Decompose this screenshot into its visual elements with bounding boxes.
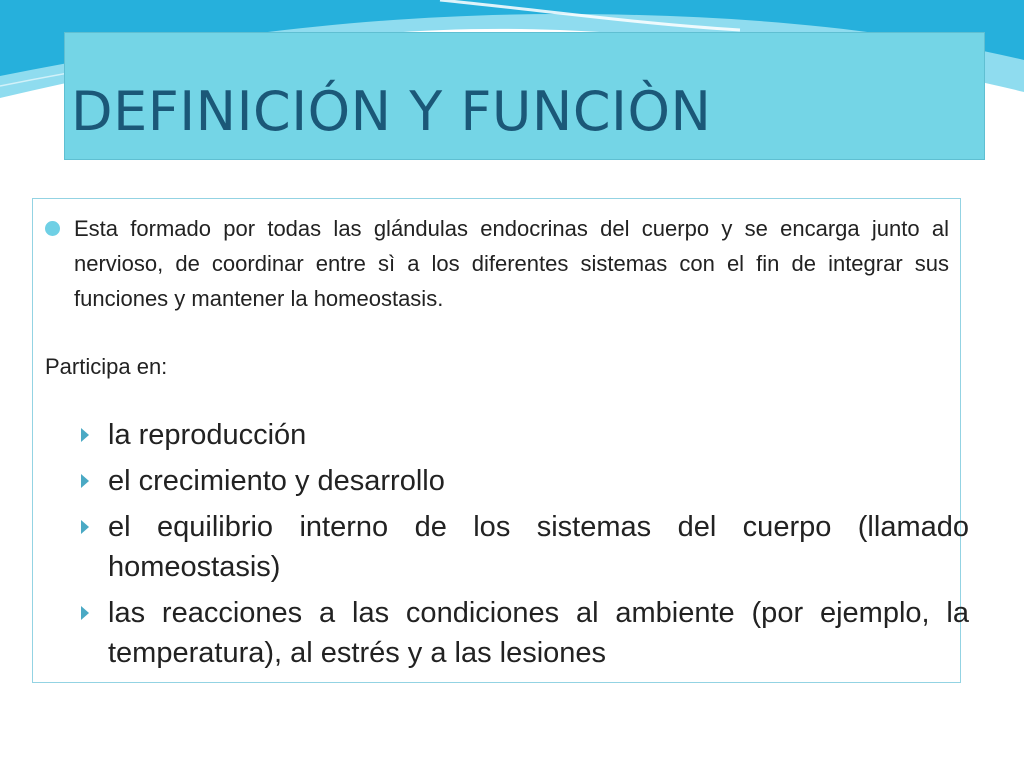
slide-title: DEFINICIÓN Y FUNCIÒN [71,80,712,143]
arrow-bullet-icon [81,428,89,442]
list-item [81,461,969,501]
participa-label: Participa en: [45,354,168,379]
list-item-text: la reproducción [108,419,307,451]
list-item [81,415,969,455]
circle-bullet-icon [45,221,60,236]
arrow-bullet-icon [81,474,89,488]
list-item-text: el equilibrio interno de los sistemas del cuerpo (llamado homeostasis) [108,511,969,583]
content-panel [32,198,969,683]
list-item [81,507,969,587]
list-item-text: el crecimiento y desarrollo [108,465,445,497]
intro-text: Esta formado por todas las glándulas endocrinas del cuerpo y se encarga junto al nervioso, de coordinar entre sì a los diferentes sistemas con el fin de integrar sus funciones y mantener la homeostasis. [74,216,949,311]
list-item-text: las reacciones a las condiciones al ambiente (por ejemplo, la temperatura), al estrés y a las lesiones [108,597,969,669]
intro-paragraph [45,211,949,316]
title-banner [64,32,985,160]
arrow-bullet-icon [81,606,89,620]
roles-list [81,415,969,679]
list-item [81,593,969,673]
arrow-bullet-icon [81,520,89,534]
